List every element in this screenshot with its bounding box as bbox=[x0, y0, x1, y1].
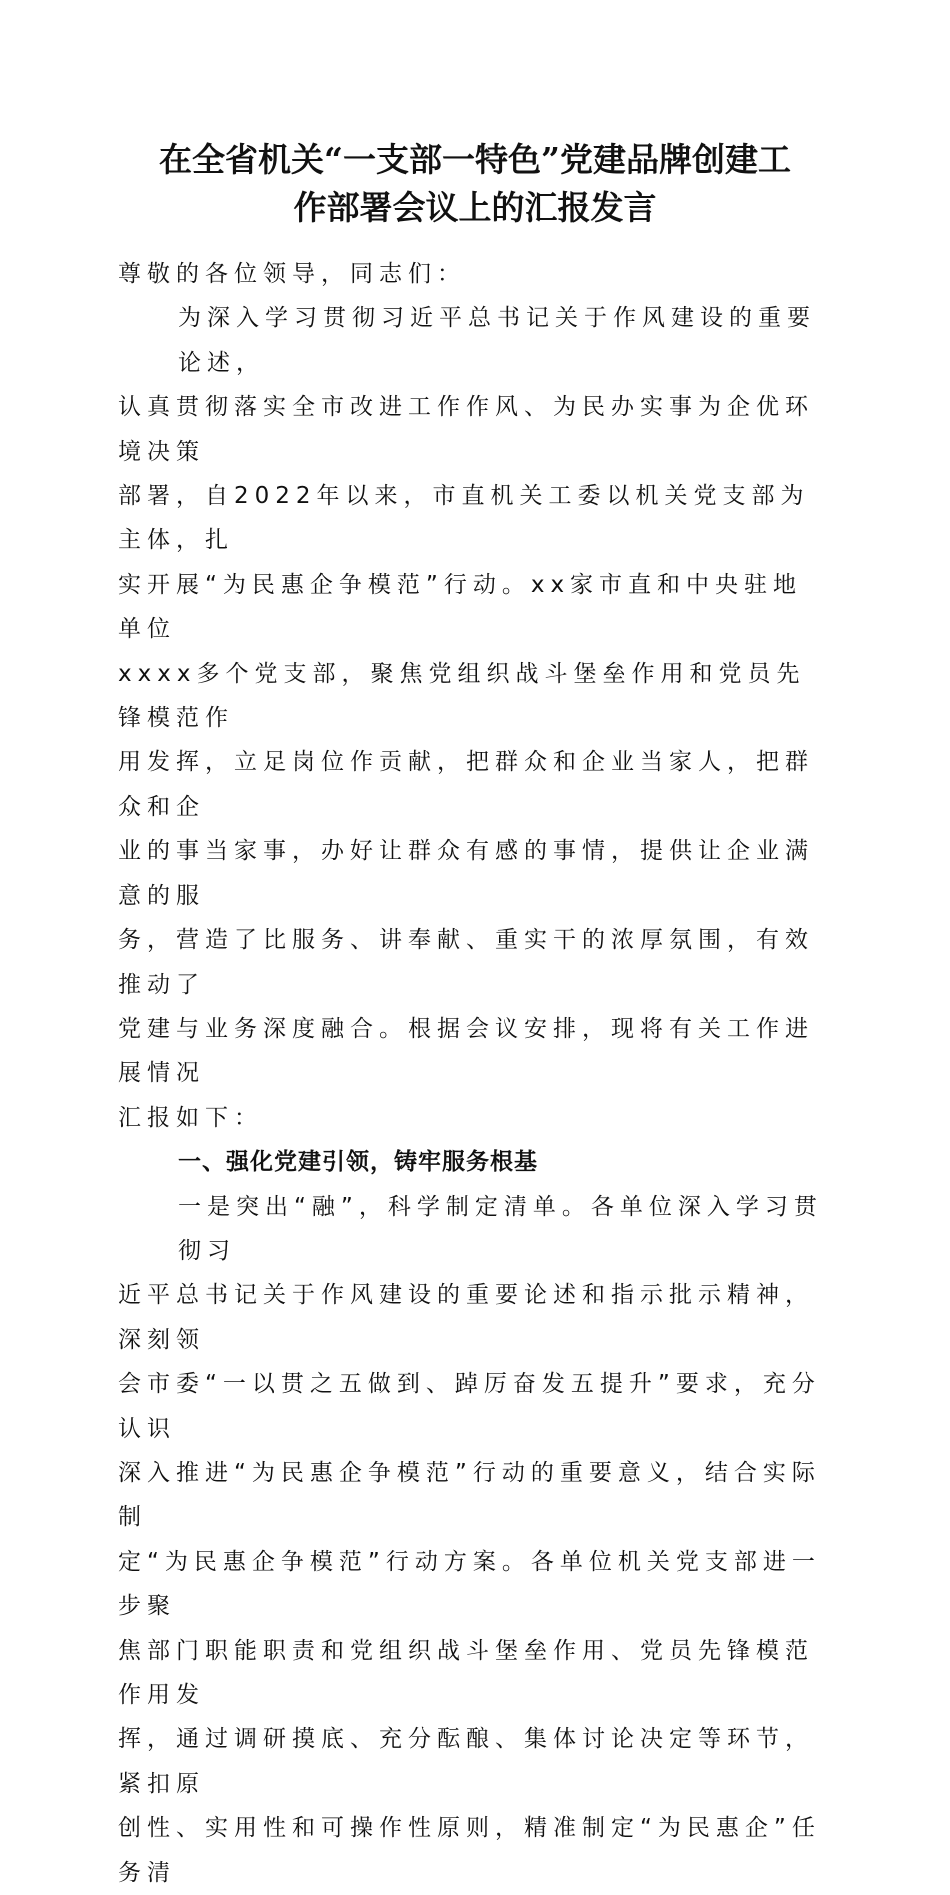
paragraph-line: 党建与业务深度融合。根据会议安排，现将有关工作进展情况 bbox=[118, 1015, 814, 1087]
paragraph-line: xxxx多个党支部，聚焦党组织战斗堡垒作用和党员先锋模范作 bbox=[118, 660, 806, 732]
paragraph-line: 认真贯彻落实全市改进工作作风、为民办实事为企优环境决策 bbox=[118, 394, 814, 465]
paragraph-line: 部署，自2022年以来，市直机关工委以机关党支部为主体，扎 bbox=[118, 483, 810, 554]
paragraph-line: 业的事当家事，办好让群众有感的事情，提供让企业满意的服 bbox=[118, 838, 814, 909]
paragraph-line: 创性、实用性和可操作性原则，精准制定“为民惠企”任务清 bbox=[118, 1815, 821, 1886]
section-heading: 一、强化党建引领，铸牢服务根基 bbox=[178, 1149, 538, 1176]
paragraph-line: 为深入学习贯彻习近平总书记关于作风建设的重要论述， bbox=[178, 305, 816, 376]
document-title-line1: 在全省机关“一支部一特色”党建品牌创建工 bbox=[159, 140, 791, 179]
paragraph-line: 定“为民惠企争模范”行动方案。各单位机关党支部进一步聚 bbox=[118, 1548, 821, 1620]
paragraph-line: 汇报如下： bbox=[118, 1104, 263, 1131]
greeting: 尊敬的各位领导，同志们： bbox=[118, 261, 466, 287]
document-body bbox=[118, 252, 830, 1895]
intro-paragraph bbox=[118, 296, 830, 1140]
paragraph-line: 一是突出“融”，科学制定清单。各单位深入学习贯彻习 bbox=[178, 1193, 823, 1264]
paragraph-line: 务，营造了比服务、讲奉献、重实干的浓厚氛围，有效推动了 bbox=[118, 927, 814, 998]
document-title-line2: 作部署会议上的汇报发言 bbox=[293, 188, 657, 227]
paragraph-line: 深入推进“为民惠企争模范”行动的重要意义，结合实际制 bbox=[118, 1459, 821, 1531]
paragraph-line: 焦部门职能职责和党组织战斗堡垒作用、党员先锋模范作用发 bbox=[118, 1637, 814, 1708]
paragraph-line: 近平总书记关于作风建设的重要论述和指示批示精神，深刻领 bbox=[118, 1282, 814, 1353]
paragraph-line: 用发挥，立足岗位作贡献，把群众和企业当家人，把群众和企 bbox=[118, 749, 814, 820]
paragraph-line: 实开展“为民惠企争模范”行动。xx家市直和中央驻地单位 bbox=[118, 571, 803, 643]
paragraph-line: 挥，通过调研摸底、充分酝酿、集体讨论决定等环节，紧扣原 bbox=[118, 1726, 814, 1797]
section1-paragraph bbox=[118, 1185, 830, 1895]
paragraph-line: 会市委“一以贯之五做到、踔厉奋发五提升”要求，充分认识 bbox=[118, 1371, 821, 1442]
